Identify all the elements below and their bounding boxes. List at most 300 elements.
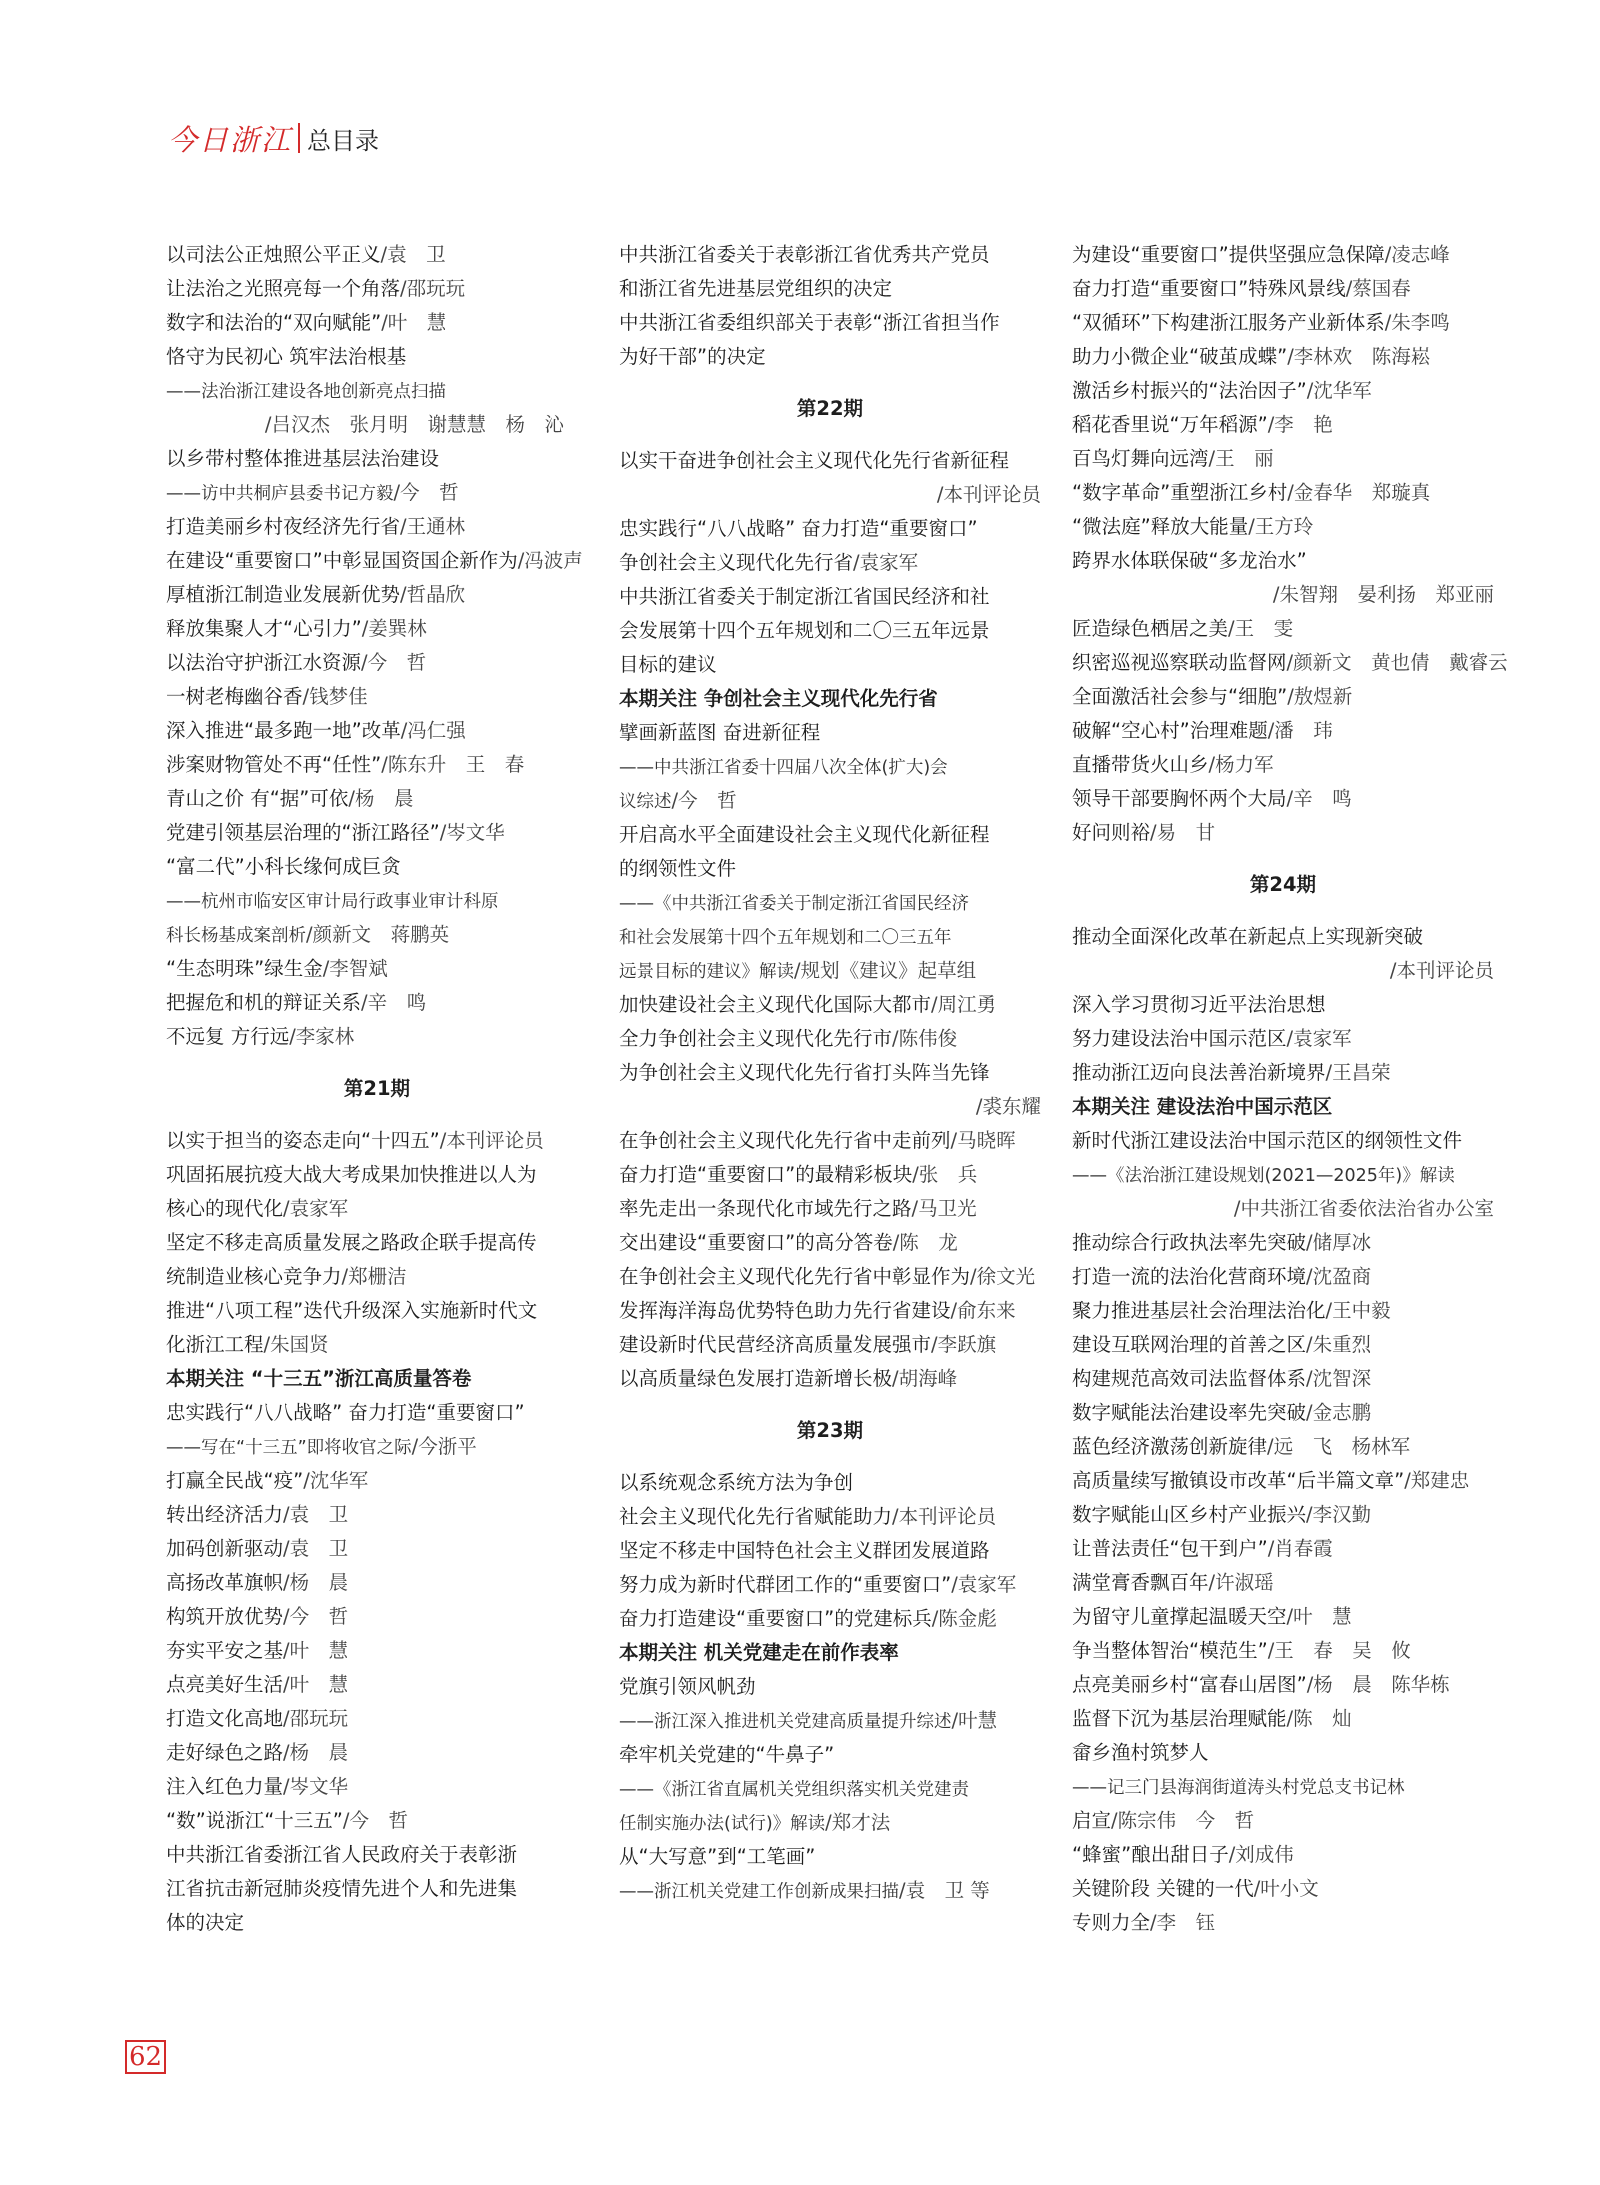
toc-entry — [619, 1226, 1041, 1260]
author-separator: / — [380, 243, 388, 266]
entry-title: 高质量续写撤镇设市改革“后半篇文章” — [1072, 1469, 1405, 1492]
entry-author: 叶 慧 — [289, 1639, 349, 1662]
toc-entry — [1072, 1634, 1494, 1668]
entry-author: 今 哲 — [367, 651, 427, 674]
toc-entry — [619, 648, 1041, 682]
entry-title: 建设互联网治理的首善之区 — [1072, 1333, 1307, 1356]
author-separator: / — [951, 1573, 958, 1596]
entry-title: 加快建设社会主义现代化国际大都市 — [619, 993, 932, 1016]
entry-title: 打造美丽乡村夜经济先行省 — [166, 515, 401, 538]
author-separator: / — [400, 515, 407, 538]
author-separator: / — [1208, 447, 1216, 470]
toc-entry — [166, 238, 588, 272]
entry-title: 以系统观念系统方法为争创 — [619, 1471, 854, 1494]
toc-entry — [166, 1430, 588, 1464]
toc-entry — [619, 340, 1041, 374]
entry-author: 肖春霞 — [1274, 1537, 1333, 1560]
entry-title: 激活乡村振兴的“法治因子” — [1072, 379, 1307, 402]
toc-entry — [166, 816, 588, 850]
entry-author: 陈东升 王 春 — [387, 753, 525, 776]
entry-title: 关键阶段 关键的一代 — [1072, 1877, 1254, 1900]
entry-author: 辛 鸣 — [367, 991, 427, 1014]
author-separator: / — [950, 1299, 958, 1322]
toc-entry — [166, 476, 588, 510]
entry-title: 注入红色力量 — [166, 1775, 284, 1798]
entry-title: 畲乡渔村筑梦人 — [1072, 1741, 1209, 1764]
author-separator: / — [970, 1265, 977, 1288]
entry-title: 直播带货火山乡 — [1072, 753, 1209, 776]
entry-title: “数”说浙江“十三五” — [166, 1809, 343, 1832]
author-separator: / — [283, 1639, 290, 1662]
entry-author: 李智斌 — [329, 957, 388, 980]
author-separator: / — [794, 959, 801, 982]
entry-title: 在建设“重要窗口”中彰显国资国企新作为 — [166, 549, 518, 572]
toc-entry — [619, 1466, 1041, 1500]
author-separator: / — [283, 1707, 290, 1730]
author-separator: / — [825, 1811, 832, 1834]
entry-author: 叶 慧 — [1293, 1605, 1352, 1628]
author-separator: / — [283, 1197, 290, 1220]
entry-author: 冯仁强 — [407, 719, 466, 742]
toc-entry — [1072, 1124, 1494, 1158]
entry-title: 聚力推进基层社会治理法治化 — [1072, 1299, 1326, 1322]
toc-entry — [166, 1634, 588, 1668]
toc-entry — [166, 986, 588, 1020]
toc-entry — [1072, 238, 1494, 272]
entry-author: 王 雯 — [1234, 617, 1294, 640]
entry-title: 江省抗击新冠肺炎疫情先进个人和先进集 — [166, 1877, 518, 1900]
author-separator: / — [283, 1605, 290, 1628]
entry-author: 袁家军 — [957, 1573, 1017, 1596]
entry-title: 会发展第十四个五年规划和二〇三五年远景 — [619, 619, 990, 642]
toc-entry — [1072, 340, 1494, 374]
toc-entry — [1072, 1566, 1494, 1600]
author-separator: / — [381, 753, 388, 776]
entry-author: 沈盈商 — [1312, 1265, 1372, 1288]
toc-entry — [619, 444, 1041, 478]
entry-author: 周江勇 — [937, 993, 997, 1016]
toc-entry — [166, 510, 588, 544]
entry-title: 为争创社会主义现代化先行省打头阵当先锋 — [619, 1061, 990, 1084]
focus-heading: 本期关注 建设法治中国示范区 — [1072, 1095, 1333, 1118]
entry-title: 统制造业核心竞争力 — [166, 1265, 342, 1288]
entry-title: 以法治守护浙江水资源 — [166, 651, 362, 674]
author-separator: / — [1267, 413, 1275, 436]
author-byline: /本刊评论员 — [1389, 959, 1494, 982]
entry-author: 王方玲 — [1254, 515, 1314, 538]
toc-entry — [619, 1738, 1041, 1772]
toc-entry — [1072, 374, 1494, 408]
entry-title: 为建设“重要窗口”提供坚强应急保障 — [1072, 243, 1385, 266]
toc-entry — [619, 1056, 1041, 1090]
author-separator: / — [283, 1673, 290, 1696]
entry-title: 发挥海洋海岛优势特色助力先行省建设 — [619, 1299, 951, 1322]
toc-entry — [619, 954, 1041, 988]
toc-entry — [166, 1226, 588, 1260]
author-separator: / — [1150, 821, 1157, 844]
entry-title: 满堂膏香飘百年 — [1072, 1571, 1209, 1594]
toc-entry — [619, 784, 1041, 818]
toc-column-1 — [166, 238, 588, 1940]
entry-author: 张 兵 — [918, 1163, 978, 1186]
toc-entry — [619, 1772, 1041, 1806]
entry-title: 数字赋能法治建设率先突破 — [1072, 1401, 1307, 1424]
entry-subtitle: ——浙江机关党建工作创新成果扫描 — [619, 1882, 899, 1902]
issue-heading: 第22期 — [796, 397, 864, 420]
entry-title: 全力争创社会主义现代化先行市 — [619, 1027, 893, 1050]
entry-title: 奋力打造“重要窗口”特殊风景线 — [1072, 277, 1346, 300]
author-byline: /朱智翔 晏利扬 郑亚丽 — [1272, 583, 1494, 606]
entry-title: 奋力打造“重要窗口”的最精彩板块 — [619, 1163, 913, 1186]
author-separator: / — [439, 821, 447, 844]
entry-author: 颜新文 黄也倩 戴睿云 — [1293, 651, 1508, 674]
author-separator: / — [400, 719, 408, 742]
entry-author: 蔡国春 — [1352, 277, 1411, 300]
toc-entry — [1072, 612, 1494, 646]
author-separator: / — [853, 551, 860, 574]
author-separator: / — [400, 583, 407, 606]
toc-entry — [166, 1736, 588, 1770]
entry-subtitle: 任制实施办法(试行)》解读 — [619, 1814, 826, 1834]
author-separator: / — [306, 923, 313, 946]
entry-title: 建设新时代民营经济高质量发展强市 — [619, 1333, 932, 1356]
entry-author: 今 哲 — [400, 481, 459, 504]
toc-entry — [166, 374, 588, 408]
author-separator: / — [361, 617, 369, 640]
toc-entry — [619, 272, 1041, 306]
entry-author: 杨 晨 — [354, 787, 414, 810]
entry-title: 高扬改革旗帜 — [166, 1571, 284, 1594]
author-byline: /本刊评论员 — [936, 483, 1041, 506]
toc-entry — [1072, 1872, 1494, 1906]
toc-entry — [166, 578, 588, 612]
toc-entry — [619, 818, 1041, 852]
toc-entry — [1072, 1498, 1494, 1532]
entry-author: 敖煜新 — [1293, 685, 1353, 708]
focus-heading: 本期关注 争创社会主义现代化先行省 — [619, 687, 938, 710]
entry-author: 邵玩玩 — [289, 1707, 349, 1730]
toc-entry — [619, 886, 1041, 920]
author-separator: / — [289, 1025, 296, 1048]
toc-entry — [166, 1702, 588, 1736]
entry-title: 打造一流的法治化营商环境 — [1072, 1265, 1307, 1288]
entry-title: 开启高水平全面建设社会主义现代化新征程 — [619, 823, 990, 846]
author-separator: / — [1111, 1809, 1118, 1832]
entry-title: 推进“八项工程”迭代升级深入实施新时代文 — [166, 1299, 538, 1322]
toc-entry — [166, 714, 588, 748]
entry-title: 全面激活社会参与“细胞” — [1072, 685, 1288, 708]
entry-author: 袁 卫 — [289, 1503, 349, 1526]
entry-title: “双循环”下构建浙江服务产业新体系 — [1072, 311, 1385, 334]
toc-entry — [1072, 1056, 1494, 1090]
entry-title: 专则力全 — [1072, 1911, 1151, 1934]
entry-subtitle: ——《浙江省直属机关党组织落实机关党建责 — [619, 1780, 969, 1800]
author-separator: / — [1286, 1707, 1294, 1730]
entry-title: 巩固拓展抗疫大战大考成果加快推进以人为 — [166, 1163, 537, 1186]
author-separator: / — [348, 787, 355, 810]
author-separator: / — [1306, 1367, 1313, 1390]
toc-entry — [1072, 714, 1494, 748]
entry-author: 陈金彪 — [938, 1607, 997, 1630]
entry-author: 今 哲 — [349, 1809, 409, 1832]
toc-entry — [619, 1568, 1041, 1602]
entry-author: 郑才法 — [831, 1811, 891, 1834]
entry-author: 岑文华 — [446, 821, 505, 844]
toc-entry — [619, 1704, 1041, 1738]
entry-title: “生态明珠”绿生金 — [166, 957, 323, 980]
author-separator: / — [1286, 651, 1294, 674]
toc-entry — [619, 1124, 1041, 1158]
entry-title: 把握危和机的辩证关系 — [166, 991, 362, 1014]
entry-author: 许淑瑶 — [1215, 1571, 1274, 1594]
author-separator: / — [303, 1469, 310, 1492]
entry-author: 朱李鸣 — [1391, 311, 1450, 334]
author-separator: / — [341, 1265, 349, 1288]
author-separator: / — [283, 1503, 290, 1526]
entry-title: 蓝色经济激荡创新旋律 — [1072, 1435, 1268, 1458]
entry-title: 忠实践行“八八战略” 奋力打造“重要窗口” — [619, 517, 978, 540]
toc-entry — [166, 1804, 588, 1838]
entry-title: 启宣 — [1072, 1809, 1112, 1832]
entry-title: 在争创社会主义现代化先行省中走前列 — [619, 1129, 951, 1152]
entry-author: 陈 灿 — [1293, 1707, 1352, 1730]
entry-author: 王 丽 — [1215, 447, 1274, 470]
toc-entry — [619, 1294, 1041, 1328]
toc-entry — [619, 988, 1041, 1022]
toc-entry — [619, 306, 1041, 340]
toc-entry — [166, 646, 588, 680]
toc-entry — [166, 952, 588, 986]
author-separator: / — [263, 1333, 271, 1356]
entry-subtitle: ——《中共浙江省委关于制定浙江省国民经济 — [619, 894, 969, 914]
entry-author: 今 哲 — [678, 789, 737, 812]
entry-title: 和浙江省先进基层党组织的决定 — [619, 277, 893, 300]
entry-author: 王中毅 — [1332, 1299, 1391, 1322]
focus-heading: 本期关注 机关党建走在前作表率 — [619, 1641, 899, 1664]
entry-title: 以高质量绿色发展打造新增长极 — [619, 1367, 893, 1390]
toc-entry — [166, 1668, 588, 1702]
author-separator: / — [283, 1537, 290, 1560]
toc-entry — [1072, 1362, 1494, 1396]
entry-author: 本刊评论员 — [446, 1129, 544, 1152]
author-separator: / — [951, 1709, 959, 1732]
entry-author: 李 艳 — [1274, 413, 1333, 436]
entry-title: 为好干部”的决定 — [619, 345, 766, 368]
toc-entry — [1072, 748, 1494, 782]
entry-author: 袁 卫 — [289, 1537, 349, 1560]
author-separator: / — [671, 789, 679, 812]
toc-entry — [166, 850, 588, 884]
author-separator: / — [342, 1809, 350, 1832]
entry-author: 易 甘 — [1156, 821, 1216, 844]
author-separator: / — [393, 481, 401, 504]
toc-entry — [619, 1500, 1041, 1534]
entry-author: 杨力军 — [1215, 753, 1274, 776]
entry-author: 规划《建议》起草组 — [800, 959, 977, 982]
entry-author: 叶 慧 — [387, 311, 447, 334]
entry-title: 打造文化高地 — [166, 1707, 284, 1730]
toc-entry — [1072, 1260, 1494, 1294]
entry-title: 以实于担当的姿态走向“十四五” — [166, 1129, 440, 1152]
author-separator: / — [899, 1879, 906, 1902]
entry-author: 李汉勤 — [1312, 1503, 1372, 1526]
toc-entry — [1072, 1464, 1494, 1498]
entry-author: 刘成伟 — [1235, 1843, 1294, 1866]
toc-entry — [1072, 680, 1494, 714]
entry-author: 陈 龙 — [899, 1231, 958, 1254]
toc-entry — [166, 1838, 588, 1872]
entry-title: 坚定不移走高质量发展之路政企联手提高传 — [166, 1231, 537, 1254]
toc-entry — [619, 1260, 1041, 1294]
author-separator: / — [1325, 1299, 1333, 1322]
entry-author: 叶小文 — [1260, 1877, 1319, 1900]
toc-entry — [1072, 646, 1508, 680]
entry-title: 交出建设“重要窗口”的高分答卷 — [619, 1231, 893, 1254]
author-separator: / — [1286, 1027, 1294, 1050]
toc-entry — [619, 1022, 1041, 1056]
entry-title: 争当整体智治“模范生” — [1072, 1639, 1268, 1662]
author-separator: / — [1306, 1333, 1313, 1356]
entry-title: 从“大写意”到“工笔画” — [619, 1845, 816, 1868]
author-separator: / — [1228, 1843, 1236, 1866]
entry-title: 破解“空心村”治理难题 — [1072, 719, 1268, 742]
entry-author: 沈智深 — [1312, 1367, 1372, 1390]
toc-entry — [166, 1906, 588, 1940]
toc-entry — [1072, 272, 1494, 306]
author-separator: / — [283, 1775, 290, 1798]
entry-author: 潘 玮 — [1274, 719, 1333, 742]
entry-author: 马晓晖 — [957, 1129, 1016, 1152]
author-separator: / — [892, 1027, 899, 1050]
entry-title: 目标的建议 — [619, 653, 717, 676]
toc-entry — [166, 340, 588, 374]
entry-title: 奋力打造建设“重要窗口”的党建标兵 — [619, 1607, 932, 1630]
issue-heading: 第21期 — [343, 1077, 411, 1100]
author-separator: / — [1384, 311, 1392, 334]
author-separator: / — [361, 651, 368, 674]
entry-title: 体的决定 — [166, 1911, 245, 1934]
entry-title: 稻花香里说“万年稻源” — [1072, 413, 1268, 436]
author-separator: / — [1287, 345, 1294, 368]
entry-author: 储厚冰 — [1312, 1231, 1372, 1254]
entry-title: 让法治之光照亮每一个角落 — [166, 277, 401, 300]
toc-entry — [1072, 476, 1494, 510]
entry-title: 社会主义现代化先行省赋能助力 — [619, 1505, 893, 1528]
author-separator: / — [931, 993, 938, 1016]
entry-title: 点亮美丽乡村“富春山居图” — [1072, 1673, 1307, 1696]
author-separator: / — [1306, 379, 1314, 402]
author-separator: / — [1248, 515, 1255, 538]
entry-title: 党建引领基层治理的“浙江路径” — [166, 821, 440, 844]
toc-entry — [1072, 1770, 1494, 1804]
toc-entry — [1072, 1328, 1494, 1362]
entry-author: 王通林 — [406, 515, 466, 538]
toc-entry — [1072, 816, 1494, 850]
entry-subtitle: 和社会发展第十四个五年规划和二〇三五年 — [619, 928, 952, 948]
entry-author: 朱重烈 — [1312, 1333, 1372, 1356]
author-separator: / — [931, 1333, 938, 1356]
entry-title: 夯实平安之基 — [166, 1639, 284, 1662]
focus-heading: 本期关注 “十三五”浙江高质量答卷 — [166, 1367, 472, 1390]
author-separator: / — [1286, 1605, 1294, 1628]
entry-title: “微法庭”释放大能量 — [1072, 515, 1249, 538]
toc-entry — [166, 306, 588, 340]
entry-title: 一树老梅幽谷香 — [166, 685, 303, 708]
toc-entry — [166, 782, 588, 816]
toc-entry — [166, 1396, 588, 1430]
entry-title: 率先走出一条现代化市域先行之路 — [619, 1197, 912, 1220]
entry-subtitle: 远景目标的建议》解读 — [619, 962, 794, 982]
entry-title: 厚植浙江制造业发展新优势 — [166, 583, 401, 606]
toc-entry — [1072, 988, 1494, 1022]
toc-entry — [619, 238, 1041, 272]
toc-entry — [1072, 1838, 1494, 1872]
entry-title: 监督下沉为基层治理赋能 — [1072, 1707, 1287, 1730]
entry-author: 今 哲 — [289, 1605, 349, 1628]
author-separator: / — [1287, 685, 1294, 708]
toc-entry — [1072, 1158, 1494, 1192]
author-separator: / — [302, 685, 310, 708]
author-separator: / — [1306, 1503, 1313, 1526]
author-separator: / — [1384, 243, 1392, 266]
toc-entry — [619, 512, 1041, 546]
entry-author: 胡海峰 — [898, 1367, 958, 1390]
author-separator: / — [1287, 481, 1294, 504]
entry-title: 跨界水体联保破“多龙治水” — [1072, 549, 1307, 572]
toc-entry — [1072, 408, 1494, 442]
entry-author: 袁家军 — [289, 1197, 349, 1220]
entry-title: 坚定不移走中国特色社会主义群团发展道路 — [619, 1539, 990, 1562]
entry-author: 陈伟俊 — [898, 1027, 958, 1050]
toc-entry — [166, 1328, 588, 1362]
toc-entry — [166, 1294, 588, 1328]
toc-entry — [1072, 442, 1494, 476]
entry-author: 王 春 吴 攸 — [1274, 1639, 1411, 1662]
author-separator: / — [1267, 1435, 1274, 1458]
toc-entry — [1072, 1294, 1494, 1328]
entry-subtitle: 科长杨基成案剖析 — [166, 926, 306, 946]
author-separator: / — [892, 1505, 899, 1528]
toc-entry — [1072, 1600, 1494, 1634]
entry-title: 的纲领性文件 — [619, 857, 737, 880]
toc-entry — [166, 1260, 588, 1294]
entry-title: 中共浙江省委关于制定浙江省国民经济和社 — [619, 585, 990, 608]
author-separator: / — [892, 1231, 900, 1254]
author-separator: / — [950, 1129, 958, 1152]
entry-author: 金春华 郑璇真 — [1293, 481, 1431, 504]
issue-heading: 第24期 — [1249, 873, 1317, 896]
toc-entry — [1072, 1668, 1494, 1702]
entry-title: 中共浙江省委组织部关于表彰“浙江省担当作 — [619, 311, 1000, 334]
entry-title: 深入学习贯彻习近平法治思想 — [1072, 993, 1326, 1016]
toc-entry — [1072, 1430, 1494, 1464]
entry-subtitle: ——浙江深入推进机关党建高质量提升综述 — [619, 1712, 952, 1732]
toc-entry — [166, 1872, 588, 1906]
toc-entry — [619, 1840, 1041, 1874]
entry-title: 走好绿色之路 — [166, 1741, 284, 1764]
author-separator: / — [411, 1435, 419, 1458]
entry-author: 陈宗伟 今 哲 — [1117, 1809, 1255, 1832]
toc-entry — [166, 748, 588, 782]
entry-author: 颜新文 蒋鹏英 — [312, 923, 450, 946]
entry-subtitle: 议综述 — [619, 792, 672, 812]
author-separator: / — [1345, 277, 1353, 300]
author-separator: / — [1208, 1571, 1216, 1594]
entry-author: 袁 卫 等 — [905, 1879, 990, 1902]
toc-entry — [619, 716, 1041, 750]
entry-title: 核心的现代化 — [166, 1197, 284, 1220]
toc-entry — [619, 580, 1041, 614]
